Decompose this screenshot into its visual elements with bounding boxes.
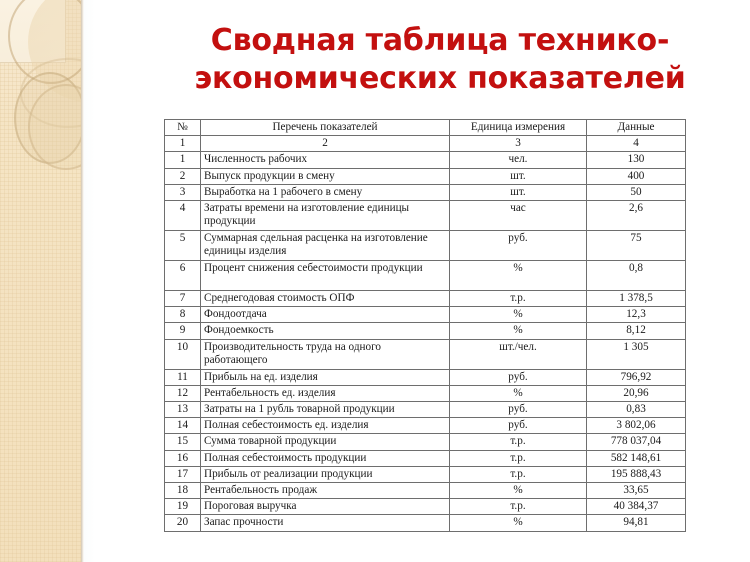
table-row [165,369,686,385]
column-number-3: 3 [450,136,587,152]
row-number: 3 [165,184,201,200]
row-number: 6 [165,261,201,291]
row-data: 2,6 [587,201,686,231]
table-header [165,120,686,152]
row-data: 3 802,06 [587,418,686,434]
row-data: 195 888,43 [587,466,686,482]
table-header-row [165,120,686,136]
table-row [165,261,686,291]
table-row [165,434,686,450]
row-indicator: Рентабельность продаж [201,483,450,499]
table-row [165,184,686,200]
row-data: 1 305 [587,339,686,369]
row-number: 1 [165,152,201,168]
column-number-1: 1 [165,136,201,152]
row-number: 19 [165,499,201,515]
row-data: 40 384,37 [587,499,686,515]
row-indicator: Запас прочности [201,515,450,531]
table-row [165,168,686,184]
table-row [165,385,686,401]
row-data: 12,3 [587,307,686,323]
table-row [165,450,686,466]
kpi-table-container [164,119,685,532]
table-row [165,418,686,434]
row-unit: шт. [450,184,587,200]
row-indicator: Процент снижения себестоимости продукции [201,261,450,291]
table-header-indicator: Перечень показателей [201,120,450,136]
page-title [160,22,720,98]
row-unit: % [450,323,587,339]
row-unit: час [450,201,587,231]
row-data: 33,65 [587,483,686,499]
row-number: 14 [165,418,201,434]
row-indicator: Рентабельность ед. изделия [201,385,450,401]
row-unit: т.р. [450,434,587,450]
row-unit: % [450,385,587,401]
table-row [165,339,686,369]
table-row [165,291,686,307]
row-number: 18 [165,483,201,499]
row-number: 2 [165,168,201,184]
table-row [165,466,686,482]
column-number-2: 2 [201,136,450,152]
row-number: 12 [165,385,201,401]
row-unit: % [450,307,587,323]
row-indicator: Численность рабочих [201,152,450,168]
row-unit: т.р. [450,499,587,515]
row-data: 20,96 [587,385,686,401]
row-indicator: Прибыль от реализации продукции [201,466,450,482]
row-data: 8,12 [587,323,686,339]
row-data: 130 [587,152,686,168]
row-number: 20 [165,515,201,531]
table-body [165,152,686,531]
row-unit: руб. [450,369,587,385]
row-data: 796,92 [587,369,686,385]
table-row [165,402,686,418]
row-indicator: Фондоемкость [201,323,450,339]
row-number: 9 [165,323,201,339]
table-row [165,483,686,499]
table-header-data: Данные [587,120,686,136]
table-row [165,515,686,531]
row-unit: шт./чел. [450,339,587,369]
row-data: 400 [587,168,686,184]
row-number: 11 [165,369,201,385]
table-row [165,307,686,323]
row-unit: % [450,515,587,531]
row-unit: руб. [450,231,587,261]
row-data: 75 [587,231,686,261]
page-title-line-2: экономических показателей [194,61,686,96]
row-indicator: Полная себестоимость продукции [201,450,450,466]
row-indicator: Производительность труда на одного работающего [201,339,450,369]
row-unit: т.р. [450,466,587,482]
row-number: 5 [165,231,201,261]
row-number: 13 [165,402,201,418]
row-unit: т.р. [450,291,587,307]
row-indicator: Выработка на 1 рабочего в смену [201,184,450,200]
row-unit: % [450,261,587,291]
row-data: 582 148,61 [587,450,686,466]
row-indicator: Суммарная сдельная расценка на изготовление единицы изделия [201,231,450,261]
row-data: 0,8 [587,261,686,291]
row-indicator: Прибыль на ед. изделия [201,369,450,385]
row-unit: % [450,483,587,499]
sidebar-light-strip [84,0,95,562]
row-number: 7 [165,291,201,307]
row-data: 1 378,5 [587,291,686,307]
row-unit: шт. [450,168,587,184]
table-row [165,152,686,168]
row-indicator: Фондоотдача [201,307,450,323]
table-header-number: № [165,120,201,136]
row-number: 15 [165,434,201,450]
table-header-unit: Единица измерения [450,120,587,136]
row-number: 17 [165,466,201,482]
table-row [165,231,686,261]
page-title-line-1: Сводная таблица технико- [210,23,670,58]
row-data: 50 [587,184,686,200]
decorative-sidebar [0,0,81,562]
row-unit: чел. [450,152,587,168]
row-number: 8 [165,307,201,323]
kpi-table [164,119,686,532]
row-indicator: Выпуск продукции в смену [201,168,450,184]
row-number: 16 [165,450,201,466]
table-row [165,201,686,231]
column-number-4: 4 [587,136,686,152]
row-unit: руб. [450,402,587,418]
row-data: 94,81 [587,515,686,531]
row-number: 4 [165,201,201,231]
row-indicator: Затраты на 1 рубль товарной продукции [201,402,450,418]
table-row [165,499,686,515]
row-indicator: Полная себестоимость ед. изделия [201,418,450,434]
row-indicator: Сумма товарной продукции [201,434,450,450]
row-unit: руб. [450,418,587,434]
row-indicator: Затраты времени на изготовление единицы продукции [201,201,450,231]
row-data: 778 037,04 [587,434,686,450]
row-indicator: Среднегодовая стоимость ОПФ [201,291,450,307]
row-data: 0,83 [587,402,686,418]
row-indicator: Пороговая выручка [201,499,450,515]
table-column-number-row [165,136,686,152]
row-number: 10 [165,339,201,369]
table-row [165,323,686,339]
row-unit: т.р. [450,450,587,466]
